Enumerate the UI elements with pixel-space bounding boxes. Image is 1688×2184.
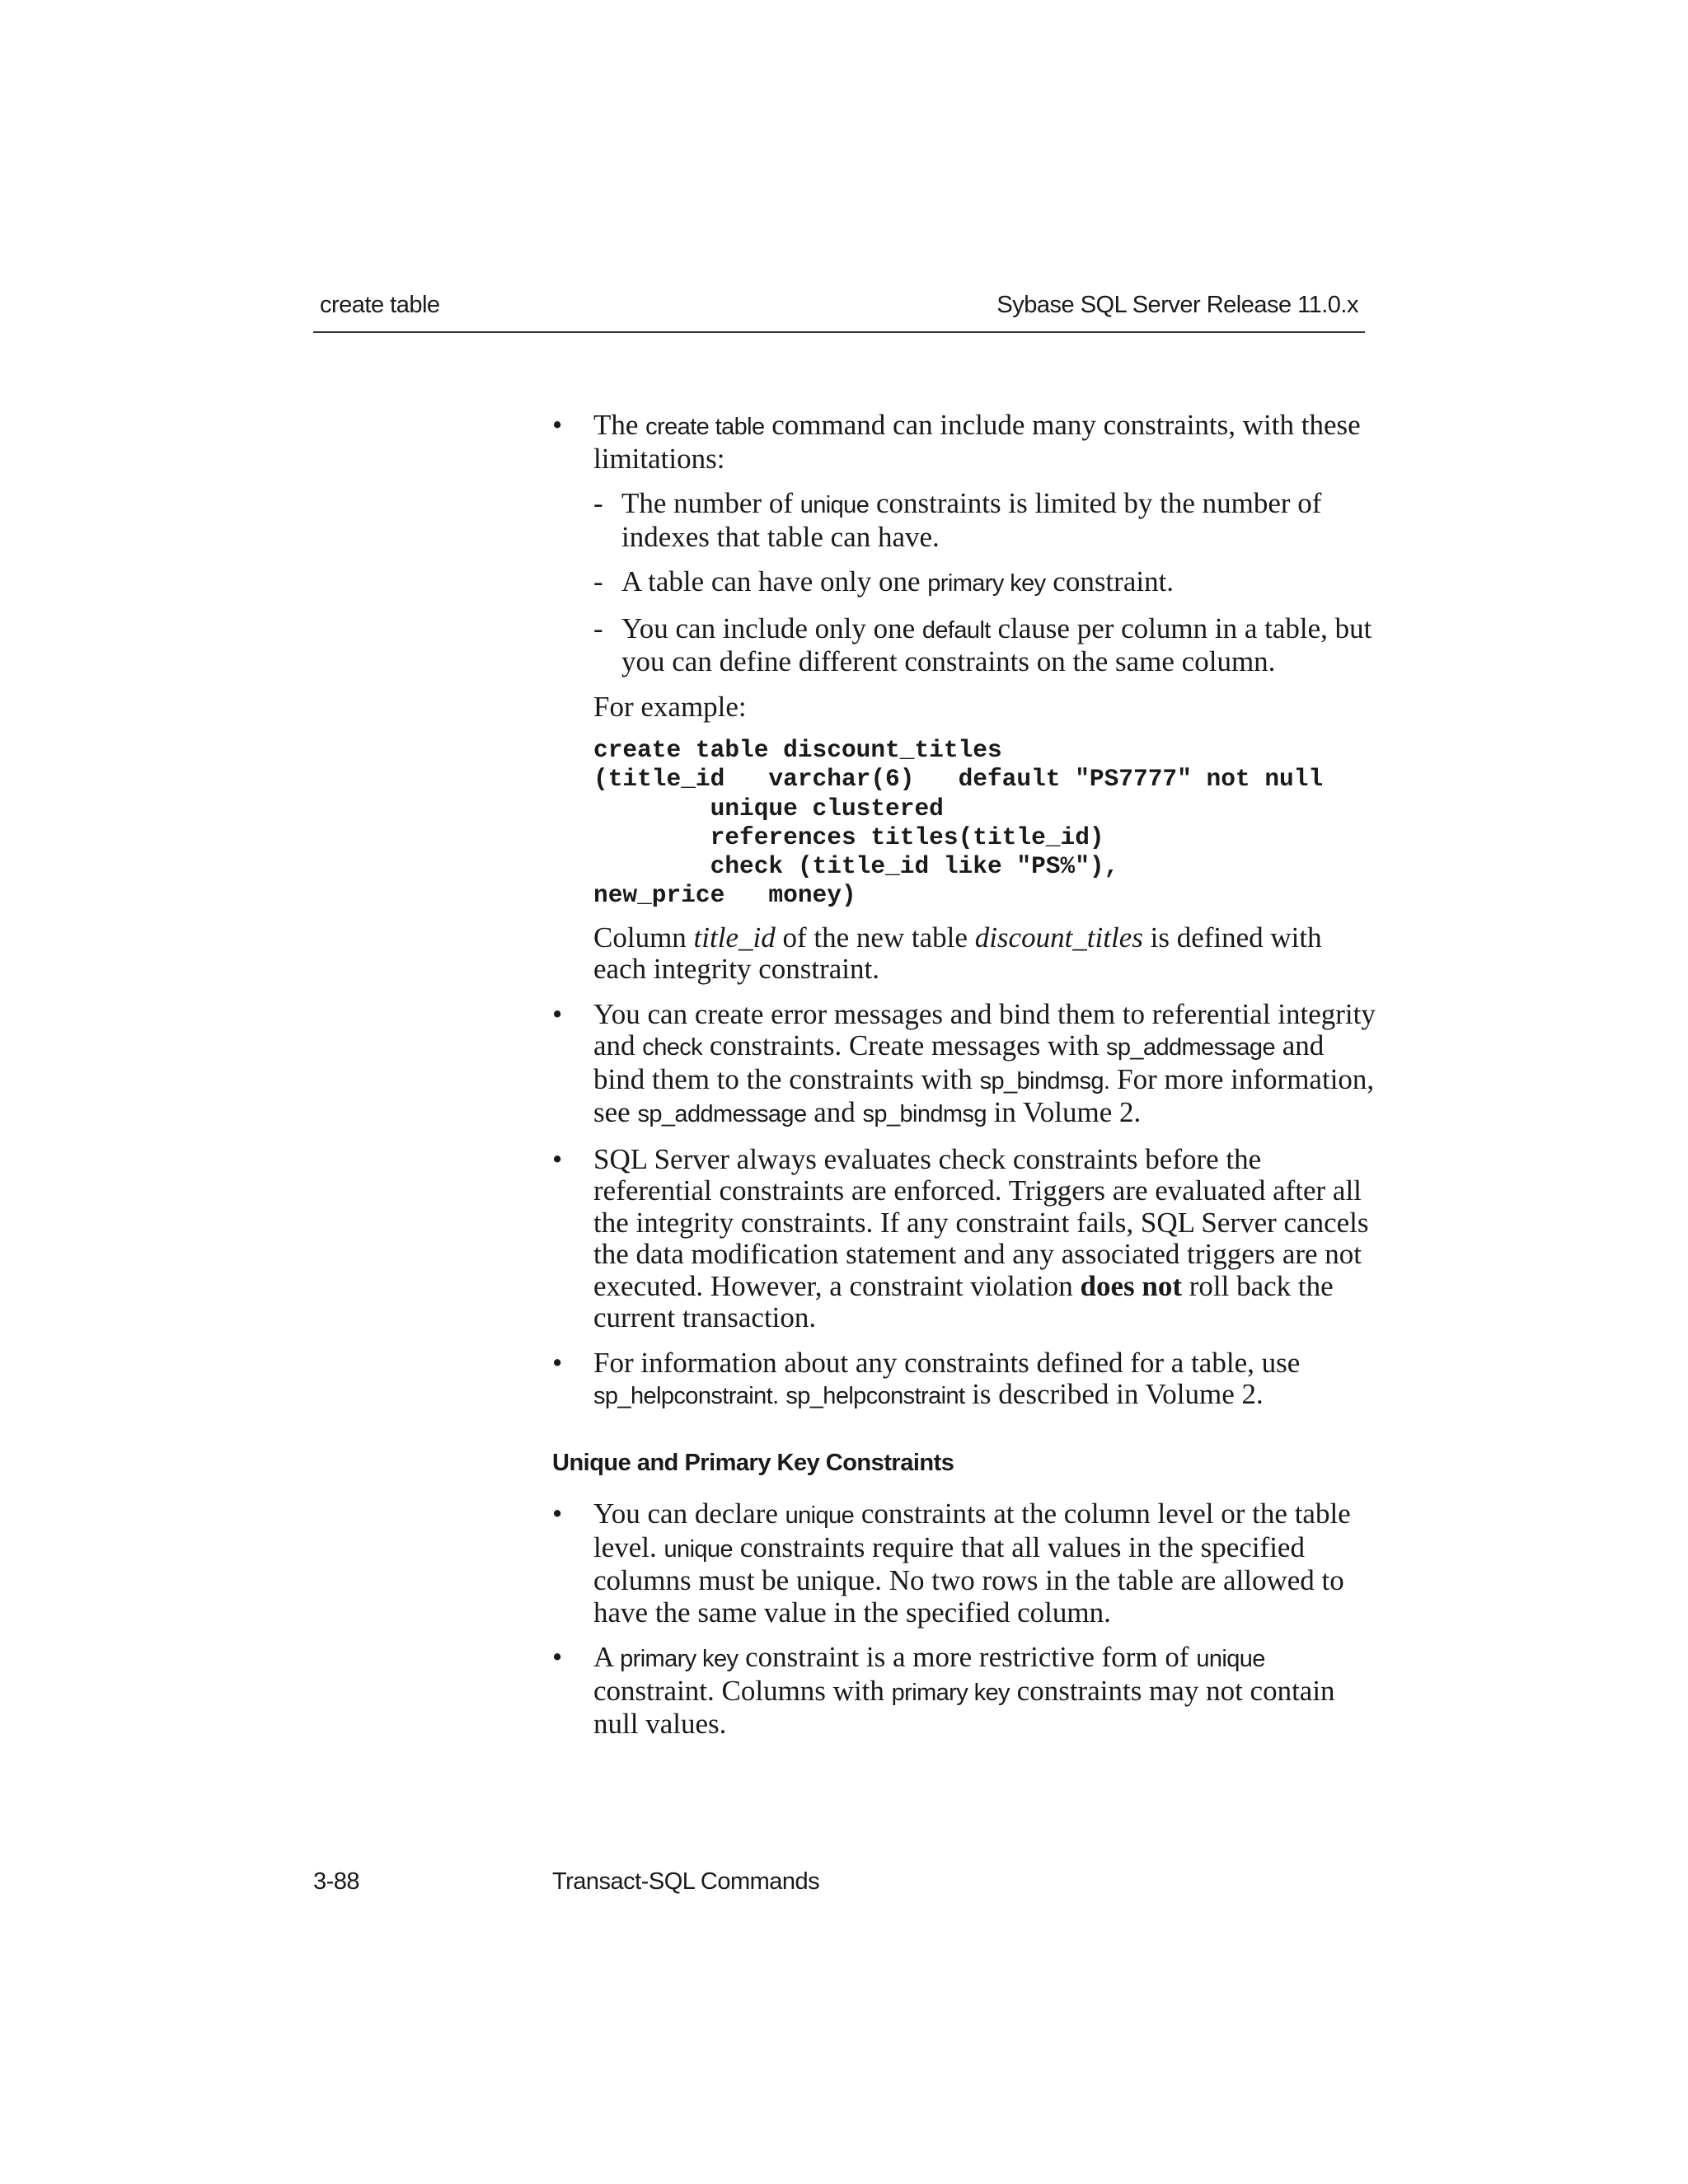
keyword: sp_helpconstraint (785, 1383, 965, 1410)
bullet-item-primary-key-constraints: • A primary key constraint is a more restrictive form of unique constraint. Columns with primary key constraints may not contain null values. (552, 1642, 1376, 1741)
italic-term: title_id (693, 921, 776, 954)
header-product-release: Sybase SQL Server Release 11.0.x (996, 292, 1358, 318)
keyword: unique (785, 1502, 855, 1530)
dash-item-unique-limit: - The number of unique constraints is limited by the number of indexes that table can have. (593, 488, 1376, 553)
bullet-item-constraints-limitations (552, 410, 1376, 986)
bullet-item-error-messages: • You can create error messages and bind them to referential integrity and check constraints. Create messages with sp_addmessage and bind them to the constraints with sp_bindmsg. For more information, see sp_addmessage and sp_bindmsg in Volume 2. (552, 999, 1376, 1131)
keyword: primary key (927, 570, 1046, 597)
code-example: create table discount_titles (title_id varchar(6) default "PS7777" not null unique clustered references titles(title_id) check (title_id like "PS%"), new_price money) (593, 736, 1324, 910)
bullet-item-check-evaluation: • SQL Server always evaluates check constraints before the referential constraints are enforced. Triggers are evaluated after all the integrity constraints. If any constraint fails, SQL Server cancels the data modification statement and any associated triggers are not executed. However, a constraint violation does not roll back the current transaction. (552, 1144, 1376, 1334)
bullet-item-unique-constraints: • You can declare unique constraints at the column level or the table level. unique constraints require that all values in the specified columns must be unique. No two rows in the table are allowed to have the same value in the specified column. (552, 1498, 1376, 1629)
page-number: 3-88 (313, 1868, 360, 1895)
keyword: sp_addmessage (637, 1101, 807, 1128)
footer-section-title: Transact-SQL Commands (552, 1868, 820, 1895)
header-section-title: create table (320, 292, 440, 318)
keyword: sp_addmessage (1105, 1034, 1275, 1062)
page-body (552, 410, 1376, 1754)
keyword: default (921, 616, 991, 644)
bullet-text: • The create table command can include many constraints, with these limitations: (593, 409, 1361, 475)
keyword: sp_bindmsg. (979, 1067, 1110, 1094)
italic-term: discount_titles (974, 921, 1143, 954)
keyword: check (642, 1034, 703, 1062)
keyword: create table (645, 414, 765, 440)
dash-item-primary-key-limit: - A table can have only one primary key constraint. (593, 566, 1376, 600)
section-heading: Unique and Primary Key Constraints (552, 1449, 954, 1476)
keyword: primary key (891, 1679, 1010, 1706)
keyword: sp_helpconstraint. (593, 1383, 779, 1410)
example-explanation: Column title_id of the new table discount_titles is defined with each integrity constraint. (593, 921, 1322, 986)
bullet-item-helpconstraint: • For information about any constraints defined for a table, use sp_helpconstraint. sp_helpconstraint is described in Volume 2. (552, 1347, 1376, 1413)
keyword: sp_bindmsg (862, 1101, 987, 1128)
keyword: unique (663, 1535, 734, 1563)
keyword: unique (1196, 1646, 1265, 1673)
bold-emphasis: does not (1080, 1269, 1182, 1302)
example-label: For example: (593, 690, 747, 723)
page-header (313, 288, 1365, 333)
dash-item-default-limit: - You can include only one default clause per column in a table, but you can define different constraints on the same column. (593, 613, 1376, 678)
sub-list (593, 488, 1376, 678)
keyword: primary key (620, 1646, 738, 1673)
keyword: unique (799, 492, 870, 518)
